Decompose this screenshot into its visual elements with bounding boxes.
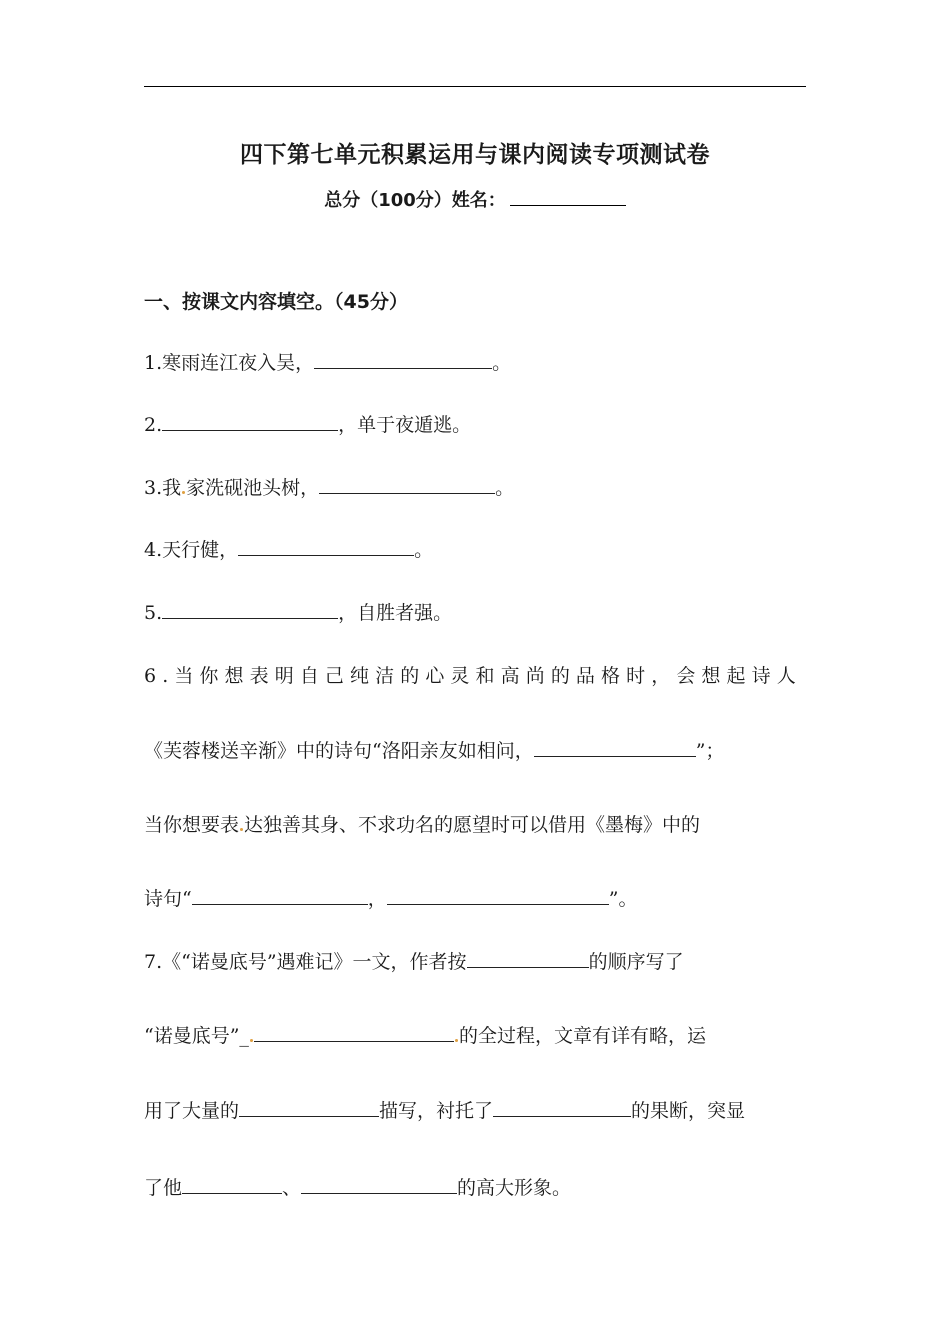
q6-line4-mid: ， (367, 888, 387, 910)
q7-line2-after: 的全过程，文章有详有略，运 (458, 1025, 706, 1047)
question-6-line-3 (144, 811, 700, 839)
q6-text-after: ”； (695, 740, 725, 762)
score-label: 总分（100分）姓名： (324, 190, 506, 211)
q7-line3-after: 的果断，突显 (631, 1100, 746, 1122)
q3-text-after: 。 (495, 477, 515, 499)
q6-line4-before: 诗句“ (144, 888, 192, 910)
page-title: 四下第七单元积累运用与课内阅读专项测试卷 (240, 142, 710, 168)
question-2 (144, 411, 471, 439)
q7-line1-before: 7.《“诺曼底号”遇难记》一文，作者按 (144, 951, 467, 973)
question-3 (144, 474, 514, 502)
q6-blank-1[interactable] (534, 738, 696, 757)
q6-blank-2[interactable] (192, 886, 368, 905)
q5-blank[interactable] (162, 600, 338, 619)
question-7-line-1 (144, 948, 684, 976)
question-6-line-2 (144, 737, 724, 765)
q6-text-before: 《芙蓉楼送辛渐》中的诗句“洛阳亲友如相问， (144, 740, 534, 762)
q7-blank-2[interactable] (254, 1023, 454, 1042)
top-divider-line (144, 86, 806, 87)
section-heading-1: 一、按课文内容填空。（45分） (144, 291, 408, 313)
q7-line4-mid: 、 (282, 1177, 302, 1199)
proofread-dot (182, 491, 185, 494)
q3-text-before-b: 家洗砚池头树， (186, 477, 320, 499)
q6-blank-3[interactable] (387, 886, 609, 905)
question-6-line-1: 6.当你想表明自己纯洁的心灵和高尚的品格时，会想起诗人 (144, 665, 802, 687)
q7-blank-4[interactable] (493, 1098, 631, 1117)
q6-line3-a: 当你想要表 (144, 814, 240, 836)
question-7-line-2 (144, 1022, 706, 1050)
q7-line3-mid: 描写，衬托了 (379, 1100, 494, 1122)
question-1 (144, 349, 511, 377)
q6-line3-b: 达独善其身、不求功名的愿望时可以借用《墨梅》中的 (244, 814, 701, 836)
q3-text-before-a: 我 (162, 477, 182, 499)
proofread-dot (250, 1039, 253, 1042)
q4-number: 4. (144, 539, 163, 561)
name-blank[interactable] (510, 187, 626, 206)
q3-blank[interactable] (319, 475, 495, 494)
q1-blank[interactable] (314, 350, 492, 369)
q5-text-after: ，自胜者强。 (338, 602, 453, 624)
q7-line4-after: 的高大形象。 (457, 1177, 572, 1199)
q3-number: 3. (144, 477, 163, 499)
q2-blank[interactable] (162, 412, 338, 431)
q4-text-before: 天行健， (162, 539, 239, 561)
proofread-dot (455, 1039, 458, 1042)
q2-text-after: ，单于夜遁逃。 (338, 414, 472, 436)
q1-number: 1. (144, 352, 163, 374)
q7-line3-before: 用了大量的 (144, 1100, 240, 1122)
q7-blank-3[interactable] (239, 1098, 379, 1117)
question-7-line-3 (144, 1097, 745, 1125)
q4-text-after: 。 (414, 539, 434, 561)
question-7-line-4 (144, 1174, 571, 1202)
q5-number: 5. (144, 602, 163, 624)
q7-line2-before: “诺曼底号”_ (144, 1025, 249, 1047)
q7-blank-1[interactable] (467, 949, 589, 968)
q7-line1-after: 的顺序写了 (588, 951, 684, 973)
proofread-dot (240, 828, 243, 831)
question-6-line-4 (144, 885, 637, 913)
q7-blank-5[interactable] (182, 1175, 282, 1194)
question-5 (144, 599, 452, 627)
q4-blank[interactable] (238, 537, 414, 556)
q7-line4-before: 了他 (144, 1177, 183, 1199)
question-4 (144, 536, 433, 564)
q1-text-before: 寒雨连江夜入吴， (162, 352, 315, 374)
q6-line4-after: ”。 (608, 888, 638, 910)
q1-text-after: 。 (492, 352, 512, 374)
q7-blank-6[interactable] (301, 1175, 457, 1194)
q2-number: 2. (144, 414, 163, 436)
score-and-name-line (0, 186, 950, 212)
